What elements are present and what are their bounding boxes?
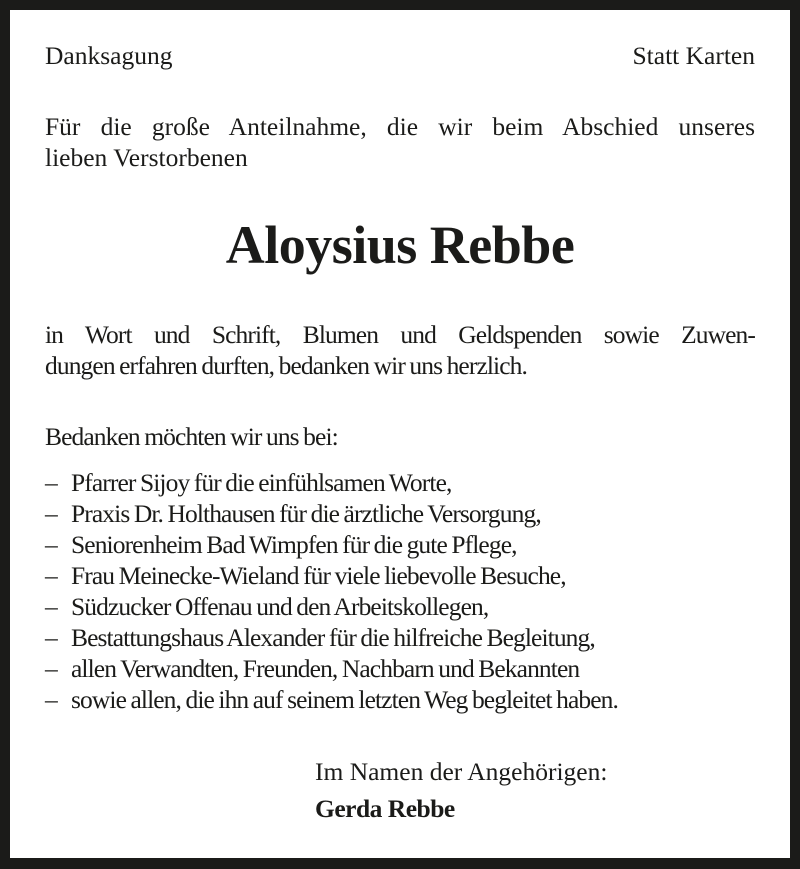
signature-intro: Im Namen der Angehörigen: (315, 757, 608, 786)
dash-bullet-icon: – (45, 530, 57, 559)
body-line-2: dungen erfahren durften, bedanken wir uns herzlich. (45, 351, 527, 380)
intro-line-1: Für die große Anteilnahme, die wir beim Abschied unseres (45, 112, 755, 141)
list-item-text: Seniorenheim Bad Wimpfen für die gute Pflege, (71, 530, 517, 559)
list-item-text: Frau Meinecke-Wieland für viele liebevolle Besuche, (71, 561, 566, 590)
dash-bullet-icon: – (45, 623, 57, 652)
dash-bullet-icon: – (45, 685, 57, 714)
intro-line-2: lieben Verstorbenen (45, 143, 248, 172)
dash-bullet-icon: – (45, 654, 57, 683)
list-item-text: sowie allen, die ihn auf seinem letzten Weg begleitet haben. (71, 685, 618, 714)
list-item-text: Praxis Dr. Holthausen für die ärztliche Versorgung, (71, 499, 541, 528)
dash-bullet-icon: – (45, 561, 57, 590)
body-line-1: in Wort und Schrift, Blumen und Geldspenden sowie Zuwen- (45, 320, 755, 349)
header-left-label: Danksagung (45, 41, 173, 70)
header-right-label: Statt Karten (632, 41, 755, 70)
dash-bullet-icon: – (45, 499, 57, 528)
thanks-intro: Bedanken möchten wir uns bei: (45, 422, 338, 451)
dash-bullet-icon: – (45, 468, 57, 497)
signature-name: Gerda Rebbe (315, 794, 455, 823)
list-item-text: Pfarrer Sijoy für die einfühlsamen Worte, (71, 468, 452, 497)
list-item-text: Südzucker Offenau und den Arbeitskollegen, (71, 592, 489, 621)
obituary-card (10, 10, 790, 858)
deceased-name-title: Aloysius Rebbe (225, 215, 575, 275)
list-item-text: Bestattungshaus Alexander für die hilfreiche Begleitung, (71, 623, 595, 652)
list-item-text: allen Verwandten, Freunden, Nachbarn und Bekannten (71, 654, 580, 683)
dash-bullet-icon: – (45, 592, 57, 621)
